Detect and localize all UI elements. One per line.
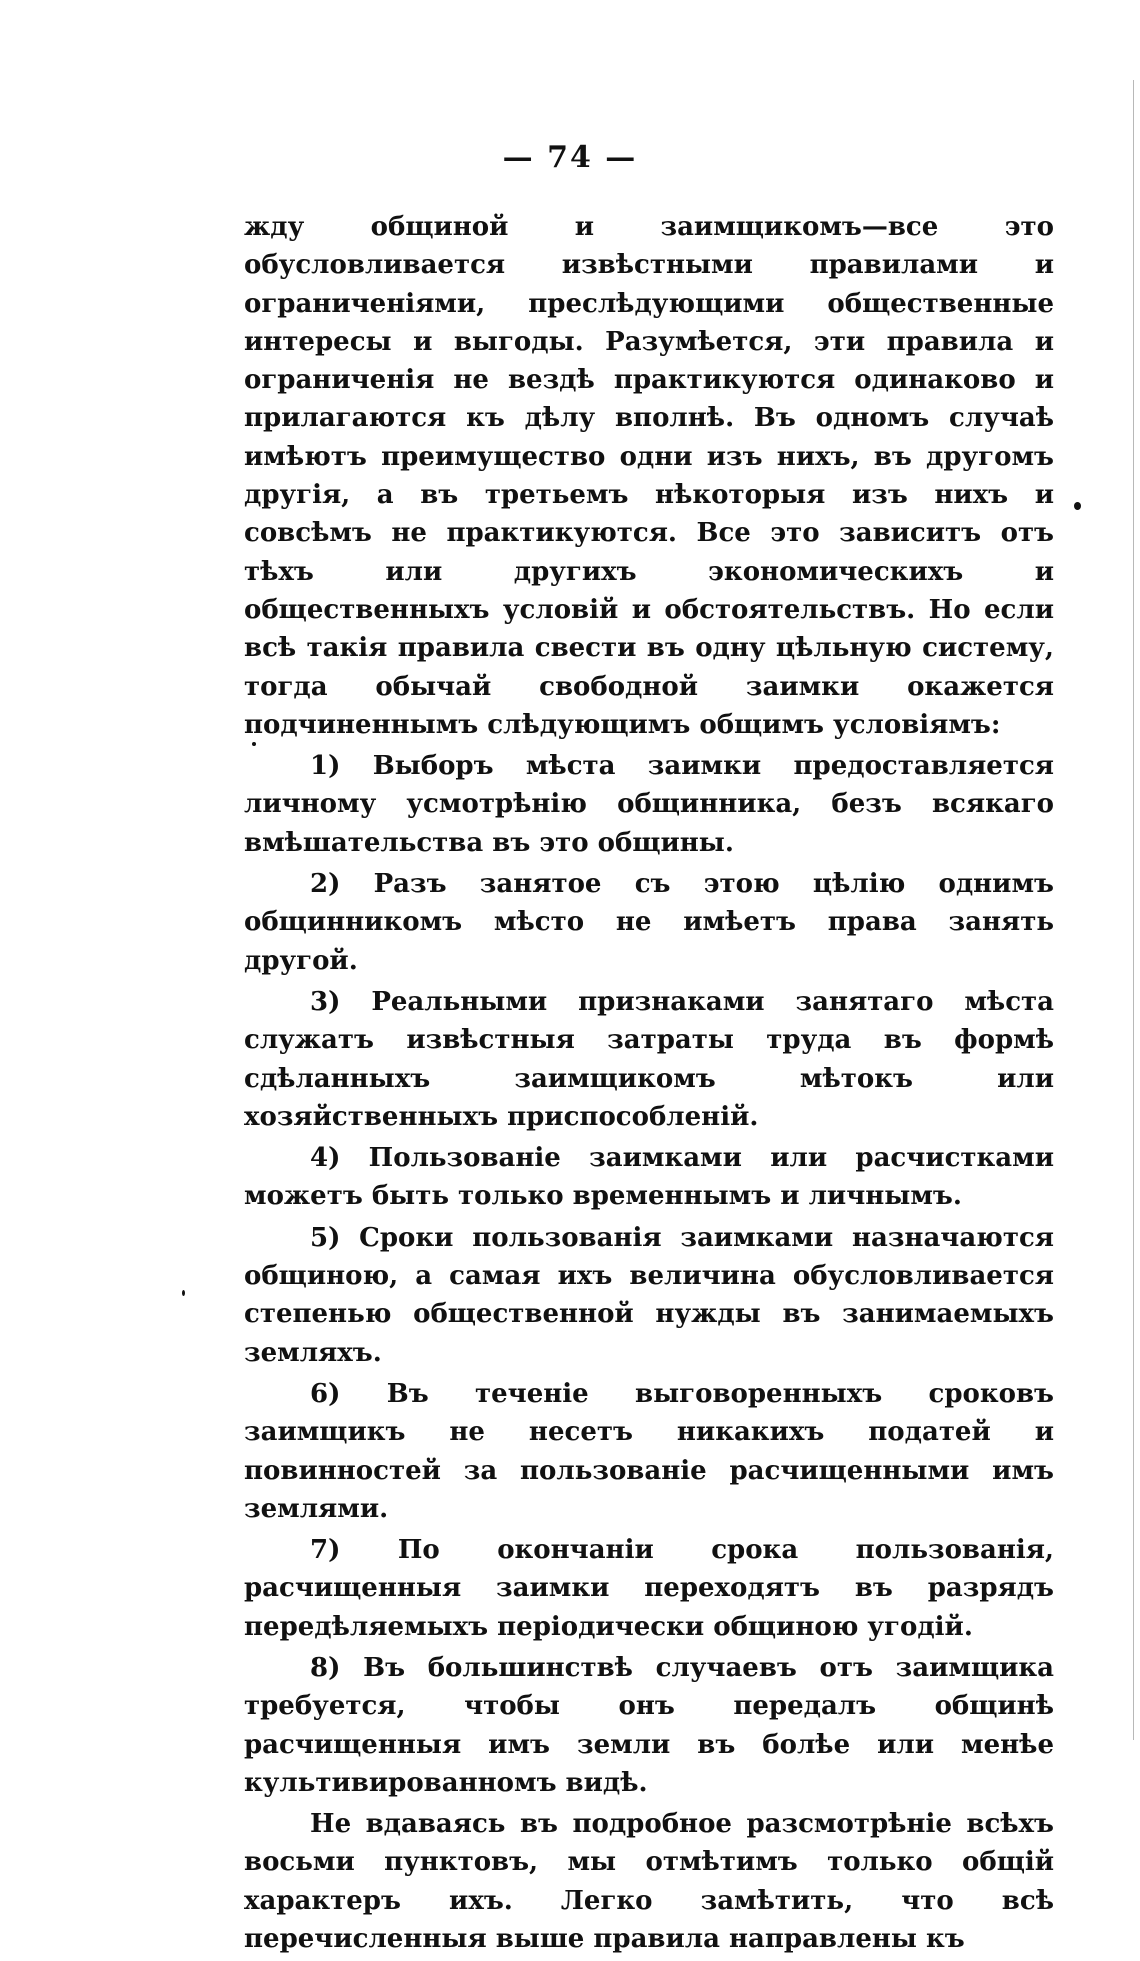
body-text: [244, 208, 1054, 1961]
rule-item-5: 5) Сроки пользованія заимками назначаются общиною, а самая ихъ величина обусловливается степенью общественной нужды въ занимаемыхъ земляхъ.: [244, 1222, 1054, 1368]
paragraph-conclusion: Не вдаваясь въ подробное разсмотрѣніе всѣхъ восьми пунктовъ, мы отмѣтимъ только общій характеръ ихъ. Легко замѣтить, что всѣ перечисленныя выше правила направлены къ: [244, 1809, 1054, 1955]
rule-item-7: 7) По окончаніи срока пользованія, расчищенныя заимки переходятъ въ разрядъ передѣляемыхъ періодически общиною угодій.: [244, 1535, 1054, 1642]
rule-item-4: 4) Пользованіе заимками или расчистками можетъ быть только временнымъ и личнымъ.: [244, 1143, 1054, 1212]
rule-item-3: 3) Реальными признаками занятаго мѣста служатъ извѣстныя затраты труда въ формѣ сдѣланныхъ заимщикомъ мѣтокъ или хозяйственныхъ приспособленій.: [244, 986, 1054, 1132]
rule-item-2: 2) Разъ занятое съ этою цѣлію однимъ общинникомъ мѣсто не имѣетъ права занять другой.: [244, 869, 1054, 976]
page-number: — 74 —: [502, 140, 638, 175]
rule-item-6: 6) Въ теченіе выговоренныхъ сроковъ заимщикъ не несетъ никакихъ податей и повинностей за пользованіе расчищенными имъ землями.: [244, 1378, 1054, 1524]
rule-item-1: 1) Выборъ мѣста заимки предоставляется личному усмотрѣнію общинника, безъ всякаго вмѣшательства въ это общины.: [244, 751, 1054, 858]
page-edge-line: [1133, 80, 1134, 1740]
paragraph-intro: жду общиной и заимщикомъ—все это обусловливается извѣстными правилами и ограниченіями, преслѣдующими общественные интересы и выгоды. Разумѣется, эти правила и ограниченія не вездѣ практикуются одинаково и прилагаются къ дѣлу вполнѣ. Въ одномъ случаѣ имѣютъ преимущество одни изъ нихъ, въ другомъ другія, а въ третьемъ нѣкоторыя изъ нихъ и совсѣмъ не практикуются. Все это зависитъ отъ тѣхъ или другихъ экономическихъ и общественныхъ условій и обстоятельствъ. Но если всѣ такія правила свести въ одну цѣльную систему, тогда обычай свободной заимки окажется подчиненнымъ слѣдующимъ общимъ условіямъ:: [244, 212, 1054, 740]
rule-item-8: 8) Въ большинствѣ случаевъ отъ заимщика требуется, чтобы онъ передалъ общинѣ расчищенныя имъ земли въ болѣе или менѣе культивированномъ видѣ.: [244, 1652, 1054, 1798]
speck: [182, 1290, 185, 1296]
speck: [1074, 502, 1081, 510]
speck: [252, 742, 256, 746]
